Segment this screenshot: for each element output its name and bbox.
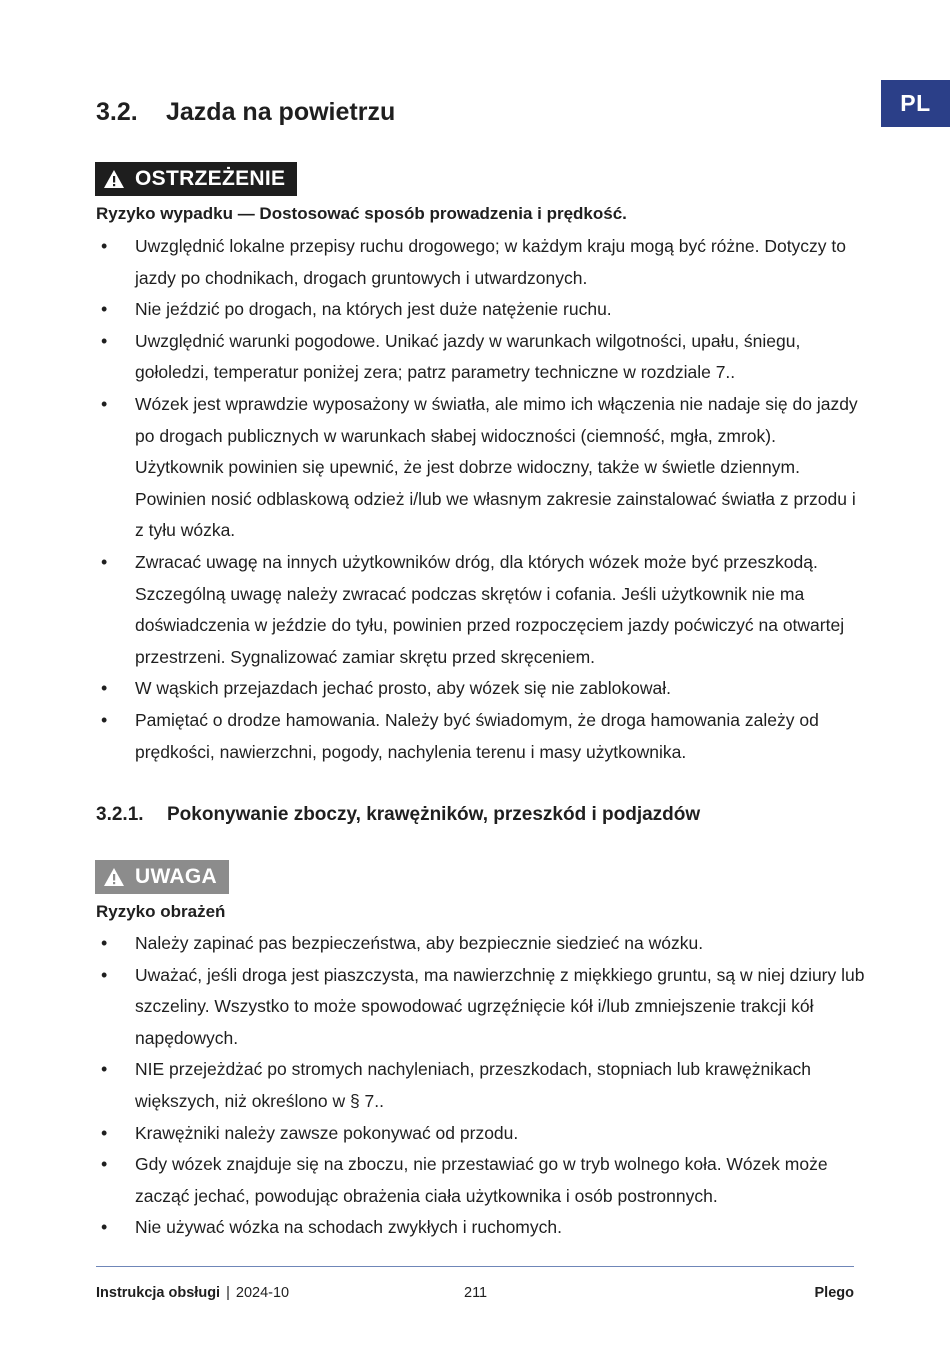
section-title xyxy=(96,98,395,127)
subsection-number: 3.2.1. xyxy=(96,804,144,825)
warning-triangle-icon xyxy=(103,169,125,189)
caution-badge xyxy=(95,860,229,894)
list-item: • Wózek jest wprawdzie wyposażony w światła, ale mimo ich włączenia nie nadaje się do jazdy po drogach publicznych w warunkach słabej widoczności (ciemność, mgła, zmrok). Użytkownik powinien się upewnić, że jest dobrze widoczny, także w świetle dziennym. Powinien nosić odblaskową odzież i/lub we własnym zakresie zainstalować światła z przodu i z tyłu wózka. xyxy=(96,389,866,547)
warning-triangle-icon xyxy=(103,867,125,887)
list-item: • Uwzględnić warunki pogodowe. Unikać jazdy w warunkach wilgotności, upału, śniegu, gołoledzi, temperatur poniżej zera; patrz parametry techniczne w rozdziale 7.. xyxy=(96,326,866,389)
language-tab: PL xyxy=(881,80,950,127)
warning-badge-label: OSTRZEŻENIE xyxy=(135,167,286,190)
list-item: • Nie używać wózka na schodach zwykłych i ruchomych. xyxy=(96,1212,866,1244)
warning-badge xyxy=(95,162,297,196)
caution-risk-text: Ryzyko obrażeń xyxy=(96,902,226,921)
footer-product: Plego xyxy=(814,1285,854,1301)
footer-separator: | xyxy=(226,1285,230,1301)
list-item: • Pamiętać o drodze hamowania. Należy być świadomym, że droga hamowania zależy od prędkości, nawierzchni, pogody, nachylenia terenu i masy użytkownika. xyxy=(96,705,866,768)
list-item: • Uwzględnić lokalne przepisy ruchu drogowego; w każdym kraju mogą być różne. Dotyczy to jazdy po chodnikach, drogach gruntowych i utwardzonych. xyxy=(96,231,866,294)
list-item: • NIE przejeżdżać po stromych nachyleniach, przeszkodach, stopniach lub krawężnikach większych, niż określono w § 7.. xyxy=(96,1054,866,1117)
subsection-title xyxy=(96,804,700,826)
caution-list xyxy=(96,928,866,1244)
list-item: • W wąskich przejazdach jechać prosto, aby wózek się nie zablokował. xyxy=(96,673,866,705)
page-number: 211 xyxy=(464,1285,488,1301)
list-item: • Gdy wózek znajduje się na zboczu, nie przestawiać go w tryb wolnego koła. Wózek może zacząć jechać, powodując obrażenia ciała użytkownika i osób postronnych. xyxy=(96,1149,866,1212)
caution-badge-label: UWAGA xyxy=(135,865,217,888)
list-item: • Należy zapinać pas bezpieczeństwa, aby bezpiecznie siedzieć na wózku. xyxy=(96,928,866,960)
section-number: 3.2. xyxy=(96,98,138,126)
warning-list xyxy=(96,231,866,768)
page-footer xyxy=(96,1285,854,1305)
footer-divider xyxy=(96,1266,854,1267)
subsection-title-text: Pokonywanie zboczy, krawężników, przeszkód i podjazdów xyxy=(167,804,701,825)
list-item: • Zwracać uwagę na innych użytkowników dróg, dla których wózek może być przeszkodą. Szczególną uwagę należy zwracać podczas skrętów i cofania. Jeśli użytkownik nie ma doświadczenia w jeździe do tyłu, powinien przed rozpoczęciem jazdy poćwiczyć na otwartej przestrzeni. Sygnalizować zamiar skrętu przed skręceniem. xyxy=(96,547,866,673)
list-item: • Krawężniki należy zawsze pokonywać od przodu. xyxy=(96,1118,866,1150)
list-item: • Uważać, jeśli droga jest piaszczysta, ma nawierzchnię z miękkiego gruntu, są w niej dziury lub szczeliny. Wszystko to może spowodować ugrzęźnięcie kół i/lub zmniejszenie trakcji kół napędowych. xyxy=(96,960,866,1055)
section-title-text: Jazda na powietrzu xyxy=(166,98,396,126)
warning-risk-text: Ryzyko wypadku — Dostosować sposób prowadzenia i prędkość. xyxy=(96,204,627,223)
footer-left xyxy=(96,1285,289,1301)
footer-doc-title: Instrukcja obsługi xyxy=(96,1285,221,1301)
footer-date: 2024-10 xyxy=(235,1285,290,1301)
list-item: • Nie jeździć po drogach, na których jest duże natężenie ruchu. xyxy=(96,294,866,326)
